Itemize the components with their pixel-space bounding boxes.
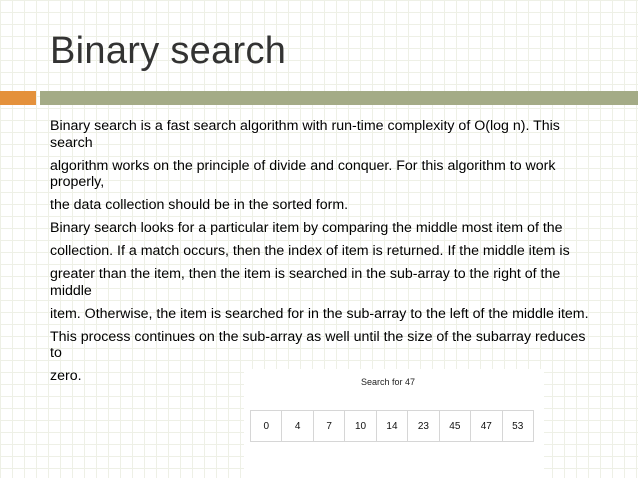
array-cell: 14 [377,411,408,441]
body-paragraph: greater than the item, then the item is searched in the sub-array to the right of the middle [50,266,561,299]
body-paragraph: Binary search looks for a particular item by comparing the middle most item of the [50,220,563,236]
array-cell: 0 [251,411,282,441]
slide-title: Binary search [50,30,287,72]
body-paragraph: collection. If a match occurs, then the index of item is returned. If the middle item is [50,243,570,259]
array-cell: 4 [282,411,313,441]
slide-body [50,118,595,391]
body-paragraph: zero. [50,368,82,384]
array-cell: 53 [512,420,524,432]
sorted-array [250,410,534,442]
array-cell: 7 [314,411,345,441]
body-paragraph: Binary search is a fast search algorithm with run-time complexity of O(log n). This search [50,118,560,151]
array-cell: 47 [471,411,502,441]
figure-caption: Search for 47 [361,377,416,387]
body-paragraph: the data collection should be in the sorted form. [50,197,349,213]
array-cell: 10 [345,411,376,441]
array-cell: 45 [440,411,471,441]
accent-bar [0,91,36,105]
body-paragraph: algorithm works on the principle of divide and conquer. For this algorithm to work properly, [50,157,556,190]
array-cell: 23 [408,411,439,441]
body-paragraph: item. Otherwise, the item is searched for in the sub-array to the left of the middle item. [50,305,589,322]
title-underline-bar [40,91,638,105]
body-paragraph: This process continues on the sub-array as well until the size of the subarray reduces to [50,328,586,361]
